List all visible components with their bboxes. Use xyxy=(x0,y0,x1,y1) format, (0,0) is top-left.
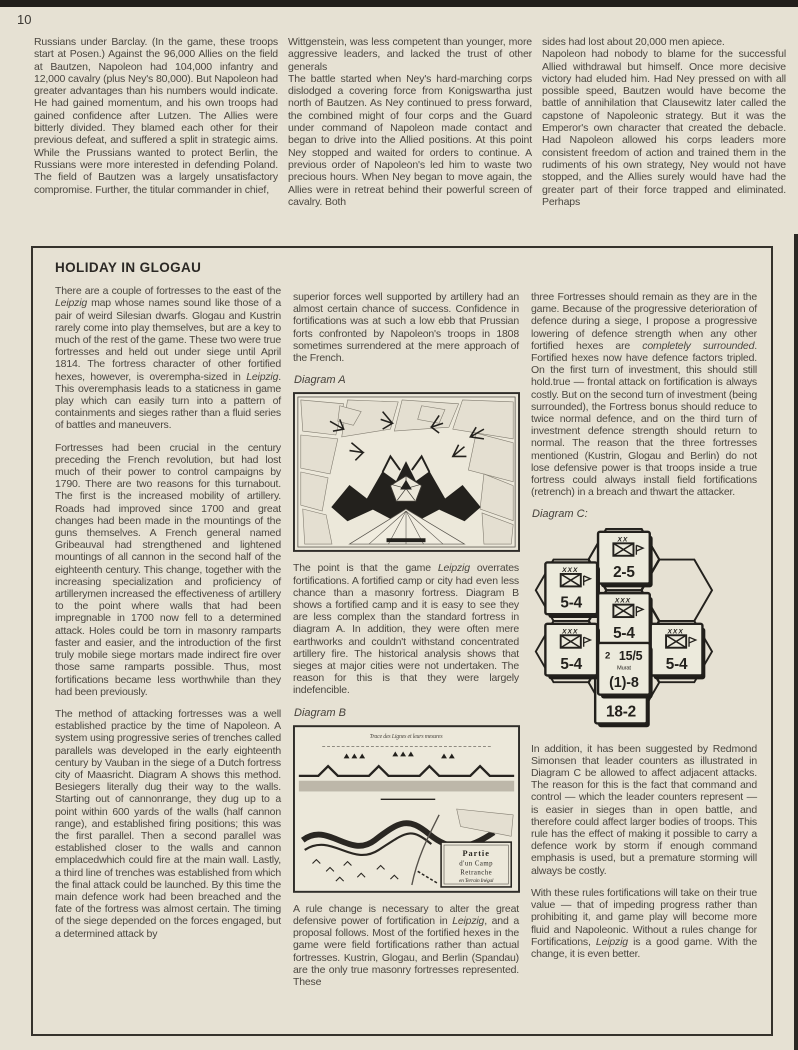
paragraph: The method of attacking fortresses was a well established practice by the time of Napoleon. A system using progressive series of trenches called parallels was developed in the early eighteenth century by Vauban in the siege of a Dutch fortress city of Maasricht. Diagram A shows this method. Besiegers literally dug their way to the walls. Starting out of cannonrange, they dug up to a point within 600 yards of the walls (half cannon range), and established firing positions; this was the first parallel. Then a second parallel was established closer to the walls and cannon emplacedwhich could fire at the main wall. Lastly, a third line of trenches was established from which the final attack could be launched. By this time the main defence work had been breached and the fate of the fortress was almost certain. The timing of the siege depended on the forces engaged, but a determined attack by xyxy=(55,707,281,940)
top-article-column-3 xyxy=(542,36,786,208)
engraving-title: Trace des Lignes et leurs mesures xyxy=(369,733,443,740)
svg-text:Partie: Partie xyxy=(462,848,490,858)
svg-text:2: 2 xyxy=(605,649,611,661)
paragraph: sides had lost about 20,000 men apiece. xyxy=(542,36,725,48)
article-title: HOLIDAY IN GLOGAU xyxy=(55,260,202,275)
diagram-c-figure xyxy=(531,527,758,733)
paragraph: superior forces well supported by artillery had an almost certain chance of success. Confidence in fortifications was at such a low ebb that Prussian forts confronted by Napoleon's troops in 1808 sometimes surrendered at the mere approach of the French. xyxy=(293,291,519,365)
glogau-article-box xyxy=(31,246,773,1036)
top-article xyxy=(34,36,786,208)
svg-text:5-4: 5-4 xyxy=(665,655,688,673)
svg-text:d'un Camp: d'un Camp xyxy=(459,860,494,868)
unit-size: XXX xyxy=(667,628,684,636)
diagram-a-figure xyxy=(293,392,520,552)
leader-name: Murat xyxy=(617,665,631,672)
top-article-column-1 xyxy=(34,36,278,208)
paragraph: In addition, it has been suggested by Redmond Simonsen that leader counters as illustrated in Diagram C be allowed to affect adjacent attacks. The reason for this is the fact that command and control — which the leader counters represent — is easier in sieges than in open battle, and therefore could affect larger bodies of troops. This rule has the effect of making it possible to carry a defence work by storm if enough command emphasis is used, but a premature storming will always be costly. xyxy=(531,742,757,877)
glogau-column-3 xyxy=(531,291,757,998)
paragraph: Russians under Barclay. (In the game, these troops start at Posen.) Against the 96,000 Allies on the field at Bautzen, Napoleon had 104,000 infantry and 12,000 cavalry (plus Ney's 80,000). But Napoleon had greater advantages than his numbers would indicate. He had gained momentum, and his own troops had gained confidence after Lutzen. The Allies were bitterly divided. They blamed each other for their previous defeat, and suffered a split in strategic aims. While the Prussians wanted to protect Berlin, the Russians were more interested in defending Poland. The field of Bautzen was a largely unsatisfactory compromise. Further, the titular commander in chief, xyxy=(34,36,278,196)
unit-size: XX xyxy=(617,536,629,544)
unit-counter-center xyxy=(598,593,653,649)
paragraph: The battle started when Ney's hard-marching corps dislodged a covering force from Konigswartha just north of Bautzen. As Ney continued to press forward, the combined might of four corps and the Guard under command of Napoleon made contact and began to drive into the Allied positions. At this point Ney stopped and waited for orders to continue. A previous order of Napoleon's led him to waste two precious hours. When Ney began to move again, the Allies were in retreat behind their powerful screen of cavalry. Both xyxy=(288,72,532,208)
unit-counter-top xyxy=(598,531,653,587)
glogau-column-2 xyxy=(293,291,519,998)
glogau-column-1 xyxy=(55,260,281,998)
cartouche xyxy=(441,842,511,887)
svg-text:18-2: 18-2 xyxy=(606,703,637,721)
diagram-c-label: Diagram C: xyxy=(532,508,588,521)
diagram-a-label: Diagram A xyxy=(294,374,346,387)
unit-counter-lower-left xyxy=(545,623,600,679)
svg-text:15/5: 15/5 xyxy=(618,648,643,663)
page-number: 10 xyxy=(17,12,32,27)
top-article-column-2 xyxy=(288,36,532,208)
paragraph: Fortresses had been crucial in the century preceding the French revolution, but had lost much of their power to control campaigns by 1790. There are two reasons for this turnabout. The first is the increased mobility of artillery. Roads had improved since 1700 and great changes had been made in the mountings of the guns themselves. A French general named Gribeauval had strengthened and lightened mountings of all cannon in the second half of the eighteenth century. This change, together with the increasing specialization and proficiency of artillerymen increased the effectiveness of artillery to the point where walls that had been impregnable in 1700 now fell to a determined attack. Holes could be torn in masonry ramparts faster and easier, and the introduction of the first truly mobile siege mortars made indirect fire over those same ramparts possible. Thus, most fortifications became less worthwhile than they had been previously. xyxy=(55,441,281,698)
paragraph: With these rules fortifications will take on their true value — that of impeding progress rather than prohibiting it, and game play will become more fluid and Napoleonic. Without a rules change for Fortifications, Leipzig is a good game. With the change, it is even better. xyxy=(531,886,757,960)
scan-edge-right xyxy=(794,234,798,1050)
unit-counter-upper-left xyxy=(545,562,600,618)
svg-text:5-4: 5-4 xyxy=(560,655,583,673)
svg-text:(1)-8: (1)-8 xyxy=(609,674,639,691)
svg-text:Retranche: Retranche xyxy=(460,869,493,877)
leader-counter xyxy=(598,643,653,699)
paragraph: The point is that the game Leipzig overrates fortifications. A fortified camp or city had even less chance than a masonry fortress. Diagram B shows a fortified camp and it is easy to see they are less complex than the standard fortress in diagram A. In addition, they were often mere earthworks and couldn't withstand concentrated artillery fire. The historical analysis shows that sieges at major cities were not undertaken. The reason for this is that they were largely indefencible. xyxy=(293,562,519,697)
paragraph: There are a couple of fortresses to the east of the Leipzig map whose names sound like those of a pair of weird Silesian dwarfs. Glogau and Kustrin rarely come into play themselves, but are a key to much of the rest of the game. These two were true fortresses and held out under siege until April 1814. The fortress character of other fortified hexes, however, is overempha-sized in Leipzig. This overemphasis leads to a staticness in game play which can easily turn into a pattern of containments and sieges rather than a fluid series of battles and maneuvers. xyxy=(55,285,281,432)
paragraph: A rule change is necessary to alter the great defensive power of fortification in Leipzig, and a proposal follows. Most of the fortified hexes in the game were field fortifications rather than actual fortresses. Kustrin, Glogau, and Berlin (Spandau) are the only true masonry fortresses represented. These xyxy=(293,902,519,989)
paragraph: three Fortresses should remain as they are in the game. Because of the progressive deterioration of defence during a siege, I propose a progressive lowering of defence strength when any other fortified hexes are completely surrounded. Fortified hexes now have defence factors tripled. On the first turn of investment, this should still hold.true — frontal attack on fortification is always costly. But on the second turn of investment (being surrounded), the Fortress bonus should reduce to twice normal defence, and on the third turn of investment defence strength should return to normal. The reason that the three fortresses mentioned (Kustrin, Glogau and Berlin) do not lose defensive power is that troops inside a true fortress could always install field fortifications (retrench) in a breach and thwart the attacker. xyxy=(531,291,757,499)
paragraph: Napoleon had nobody to blame for the successful Allied withdrawal but himself. Once more decisive victory had eluded him. Had Ney pressed on with all possible speed, Bautzen would have become the battle of annihilation that Clausewitz later called the capstone of Napoleonic strategy. But it was the Emperor's own character that created the debacle. Had Napoleon allowed his corps leaders more consistent freedom of action and trained them in the rudiments of his own strategy, Ney would not have stopped, and the Allies surely would have had the greater part of their force trapped and eliminated. Perhaps xyxy=(542,48,786,208)
svg-text:5-4: 5-4 xyxy=(613,624,635,642)
diagram-b-label: Diagram B xyxy=(294,706,346,719)
diagram-b-figure xyxy=(293,725,520,893)
unit-size: XXX xyxy=(562,566,579,574)
unit-counter-right xyxy=(651,623,706,679)
scan-edge-top xyxy=(0,0,798,7)
svg-text:2-5: 2-5 xyxy=(613,563,635,581)
paragraph: Wittgenstein, was less competent than younger, more aggressive leaders, and lacked the trust of other generals xyxy=(288,36,532,73)
svg-text:en Terrain Inégal: en Terrain Inégal xyxy=(459,877,494,884)
engraving-caption-mark xyxy=(387,539,426,543)
unit-size: XXX xyxy=(614,597,632,605)
unit-size: XXX xyxy=(562,628,579,636)
svg-text:5-4: 5-4 xyxy=(560,594,583,612)
